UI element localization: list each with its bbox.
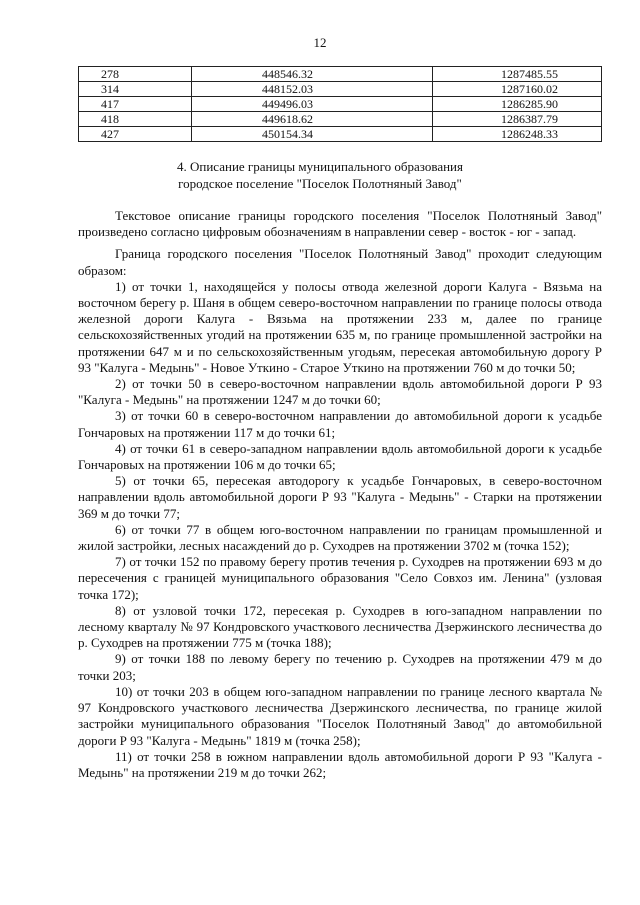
table-cell: 450154.34 xyxy=(192,127,433,142)
table-cell: 314 xyxy=(79,82,192,97)
table-cell: 418 xyxy=(79,112,192,127)
list-item: 10) от точки 203 в общем юго-западном направлении по границе лесного квартала № 97 Кондровского участкового лесничества Дзержинского лесничества, по границе жилой застройки муниципального образования "Поселок Полотняный Завод" до автомобильной дороги Р 93 "Калуга - Медынь" 1819 м (точка 258); xyxy=(78,683,602,748)
table-row xyxy=(79,67,602,82)
paragraph: Текстовое описание границы городского поселения "Поселок Полотняный Завод" произведено согласно цифровым обозначениям в направлении север - восток - юг - запад. xyxy=(78,208,602,240)
table-cell: 1287485.55 xyxy=(433,67,602,82)
table-cell: 449618.62 xyxy=(192,112,433,127)
table-cell: 1286248.33 xyxy=(433,127,602,142)
table-cell: 417 xyxy=(79,97,192,112)
coordinates-table xyxy=(78,66,602,142)
section-heading-line: городское поселение "Поселок Полотняный Завод" xyxy=(178,176,462,191)
list-item: 7) от точки 152 по правому берегу против течения р. Суходрев на протяжении 693 м до пересечения с границей муниципального образования "Село Совхоз им. Ленина" (узловая точка 172); xyxy=(78,554,602,602)
list-item: 5) от точки 65, пересекая автодорогу к усадьбе Гончаровых, в северо-восточном направлении вдоль автомобильной дороги Р 93 "Калуга - Медынь" - Старки на протяжении 369 м до точки 77; xyxy=(78,473,602,521)
list-item: 8) от узловой точки 172, пересекая р. Суходрев в юго-западном направлении по лесному кварталу № 97 Кондровского участкового лесничества Дзержинского лесничества до р. Суходрев на протяжении 775 м (точка 188); xyxy=(78,602,602,651)
section-heading-line: 4. Описание границы муниципального образования xyxy=(177,159,463,174)
table-cell: 1287160.02 xyxy=(433,82,602,97)
table-row xyxy=(79,127,602,142)
table-cell: 278 xyxy=(79,67,192,82)
list-item: 11) от точки 258 в южном направлении вдоль автомобильной дороги Р 93 "Калуга - Медынь" на протяжении 219 м до точки 262; xyxy=(78,748,602,780)
list-item: 9) от точки 188 по левому берегу по течению р. Суходрев на протяжении 479 м до точки 203; xyxy=(78,651,602,683)
table-cell: 448546.32 xyxy=(192,67,433,82)
table-row xyxy=(79,97,602,112)
list-item: 1) от точки 1, находящейся у полосы отвода железной дороги Калуга - Вязьма на восточном берегу р. Шаня в общем северо-восточном направлении по границе полосы отвода железной дороги Калуга - Вязьма на протяжении 233 м, далее по границе сельскохозяйственных угодий на протяжении 635 м, по границе промышленной застройки на протяжении 647 м и по сельскохозяйственным угодьям, пересекая автомобильную дорогу Р 93 "Калуга - Медынь" - Новое Уткино - Старое Уткино на протяжении 760 м до точки 50; xyxy=(78,278,602,375)
section-heading xyxy=(0,158,640,192)
table-cell: 448152.03 xyxy=(192,82,433,97)
document-body xyxy=(78,208,602,781)
page-number: 12 xyxy=(313,35,327,50)
table-cell: 1286387.79 xyxy=(433,112,602,127)
table-row xyxy=(79,82,602,97)
table-cell: 1286285.90 xyxy=(433,97,602,112)
list-item: 4) от точки 61 в северо-западном направлении вдоль автомобильной дороги к усадьбе Гончаровых на протяжении 106 м до точки 65; xyxy=(78,440,602,473)
list-item: 6) от точки 77 в общем юго-восточном направлении по границам промышленной и жилой застройки, лесных насаждений до р. Суходрев на протяжении 3702 м (точка 152); xyxy=(78,521,602,554)
table-cell: 449496.03 xyxy=(192,97,433,112)
list-item: 3) от точки 60 в северо-восточном направлении до автомобильной дороги к усадьбе Гончаровых на протяжении 117 м до точки 61; xyxy=(78,408,602,440)
paragraph: Граница городского поселения "Поселок Полотняный Завод" проходит следующим образом: xyxy=(78,246,602,278)
table-row xyxy=(79,112,602,127)
table-cell: 427 xyxy=(79,127,192,142)
list-item: 2) от точки 50 в северо-восточном направлении вдоль автомобильной дороги Р 93 "Калуга - Медынь" на протяжении 1247 м до точки 60; xyxy=(78,376,602,408)
